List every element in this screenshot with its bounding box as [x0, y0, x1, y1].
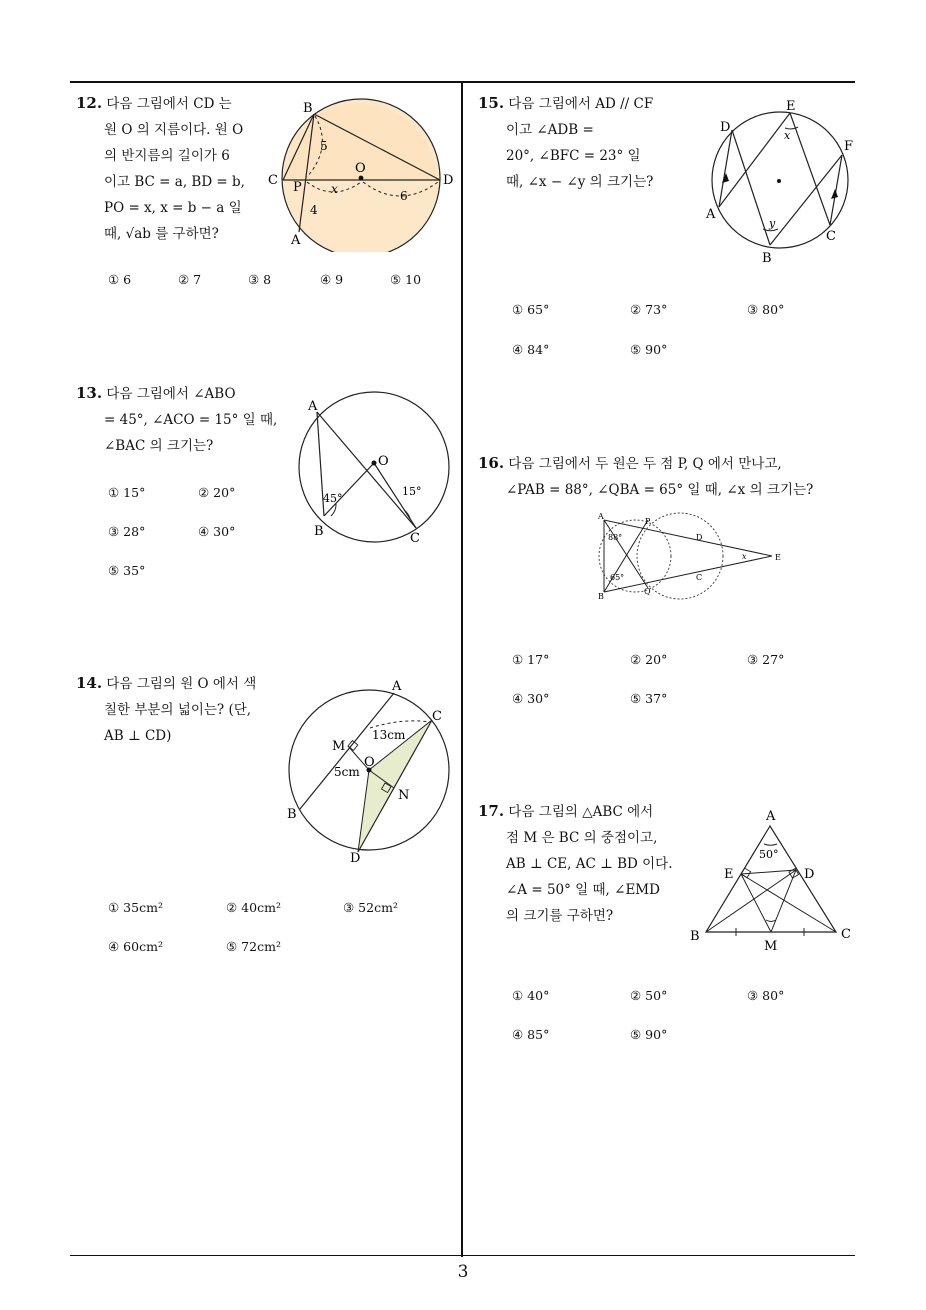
label-c: C	[432, 709, 442, 724]
figure-12	[265, 92, 465, 252]
label-b: B	[303, 101, 313, 116]
label-o: O	[355, 161, 366, 176]
problem-number: 12.	[76, 94, 103, 112]
figure-14	[282, 676, 462, 866]
label-e: E	[775, 553, 781, 562]
label-a: A	[291, 233, 301, 248]
choice-1[interactable]: ① 17°	[512, 652, 550, 667]
choice-1[interactable]: ① 15°	[108, 485, 146, 500]
problem-text: 다음 그림에서 두 원은 두 점 P, Q 에서 만나고,	[508, 456, 782, 472]
problem-text: AB ⊥ CD)	[104, 728, 172, 744]
label-length-4: 4	[310, 203, 318, 217]
label-m: M	[764, 939, 778, 954]
choice-2[interactable]: ② 40cm²	[226, 900, 281, 915]
label-c: C	[826, 229, 836, 244]
problem-text: 이고 ∠ADB =	[506, 122, 594, 138]
label-p: P	[293, 180, 302, 195]
problem-text: 다음 그림에서 CD 는	[106, 96, 232, 112]
problem-text: 다음 그림에서 AD // CF	[508, 96, 654, 112]
choice-2[interactable]: ② 20°	[630, 652, 668, 667]
label-c: C	[268, 173, 278, 188]
choice-3[interactable]: ③ 80°	[747, 302, 785, 317]
label-o: O	[364, 755, 375, 770]
column-divider	[461, 81, 463, 1257]
label-q: Q	[644, 587, 651, 596]
choice-4[interactable]: ④ 30°	[198, 524, 236, 539]
problem-text: 20°, ∠BFC = 23° 일	[506, 148, 641, 164]
label-x: x	[742, 552, 747, 561]
problem-text: 때, ∠x − ∠y 의 크기는?	[506, 174, 654, 190]
problem-text: 원 O 의 지름이다. 원 O	[104, 122, 244, 138]
label-b: B	[598, 592, 604, 601]
choice-3[interactable]: ③ 52cm²	[343, 900, 398, 915]
problem-text: ∠A = 50° 일 때, ∠EMD	[506, 882, 660, 898]
figure-16	[590, 510, 790, 602]
label-angle-88: 88°	[608, 533, 623, 542]
choice-5[interactable]: ⑤ 10	[390, 272, 422, 287]
choice-5[interactable]: ⑤ 90°	[630, 1027, 668, 1042]
problem-text: ∠PAB = 88°, ∠QBA = 65° 일 때, ∠x 의 크기는?	[506, 482, 814, 498]
choice-3[interactable]: ③ 80°	[747, 988, 785, 1003]
choice-1[interactable]: ① 40°	[512, 988, 550, 1003]
label-c: C	[696, 573, 703, 582]
choice-2[interactable]: ② 73°	[630, 302, 668, 317]
problem-text: 의 크기를 구하면?	[506, 908, 614, 924]
problem-text: 칠한 부분의 넓이는? (단,	[104, 702, 252, 718]
label-d: D	[350, 851, 361, 866]
label-length-5: 5	[320, 139, 328, 153]
choice-5[interactable]: ⑤ 35°	[108, 563, 146, 578]
label-n: N	[398, 788, 410, 803]
choice-4[interactable]: ④ 84°	[512, 342, 550, 357]
label-c: C	[841, 927, 851, 942]
label-d: D	[804, 867, 815, 882]
problem-text: 때, √ab 를 구하면?	[104, 226, 219, 242]
choice-4[interactable]: ④ 9	[320, 272, 344, 287]
choice-3[interactable]: ③ 28°	[108, 524, 146, 539]
choice-2[interactable]: ② 20°	[198, 485, 236, 500]
choice-4[interactable]: ④ 85°	[512, 1027, 550, 1042]
problem-text: AB ⊥ CE, AC ⊥ BD 이다.	[506, 856, 673, 872]
figure-17	[686, 806, 856, 956]
label-b: B	[287, 807, 297, 822]
choice-3[interactable]: ③ 27°	[747, 652, 785, 667]
label-y: y	[769, 217, 776, 230]
label-length-6: 6	[400, 189, 408, 203]
figure-15	[702, 95, 862, 265]
choice-1[interactable]: ① 35cm²	[108, 900, 163, 915]
label-a: A	[308, 399, 318, 414]
problem-text: 점 M 은 BC 의 중점이고,	[506, 830, 658, 846]
label-b: B	[314, 524, 324, 539]
problem-17	[478, 798, 688, 929]
label-e: E	[786, 99, 796, 114]
problem-number: 15.	[478, 94, 505, 112]
problem-text: PO = x, x = b − a 일	[104, 200, 242, 216]
label-d: D	[720, 120, 731, 135]
problem-14	[76, 670, 286, 749]
problem-number: 14.	[76, 674, 103, 692]
label-f: F	[844, 139, 854, 154]
label-o: O	[378, 454, 389, 469]
choice-4[interactable]: ④ 30°	[512, 691, 550, 706]
page-number: 3	[457, 1262, 469, 1282]
label-m: M	[332, 739, 346, 754]
label-angle-65: 65°	[610, 573, 625, 582]
label-5cm: 5cm	[334, 765, 360, 779]
choice-2[interactable]: ② 7	[178, 272, 202, 287]
label-a: A	[766, 809, 776, 824]
figure-13	[292, 390, 462, 550]
problem-number: 17.	[478, 802, 505, 820]
choice-5[interactable]: ⑤ 37°	[630, 691, 668, 706]
label-b: B	[690, 929, 700, 944]
problem-text: 다음 그림의 △ABC 에서	[508, 804, 654, 820]
label-b: B	[762, 251, 772, 265]
problem-number: 13.	[76, 384, 103, 402]
problem-text: 다음 그림의 원 O 에서 색	[106, 676, 257, 692]
label-13cm: 13cm	[372, 728, 406, 742]
label-x: x	[784, 129, 791, 142]
choice-2[interactable]: ② 50°	[630, 988, 668, 1003]
label-angle-50: 50°	[759, 848, 779, 861]
label-x: x	[331, 182, 338, 196]
problem-16	[478, 450, 858, 503]
label-angle-15: 15°	[402, 485, 422, 498]
choice-1[interactable]: ① 65°	[512, 302, 550, 317]
problem-12	[76, 90, 276, 247]
choice-5[interactable]: ⑤ 90°	[630, 342, 668, 357]
label-d: D	[443, 173, 454, 188]
choice-4[interactable]: ④ 60cm²	[108, 939, 163, 954]
problem-text: ∠BAC 의 크기는?	[104, 438, 214, 454]
choice-5[interactable]: ⑤ 72cm²	[226, 939, 281, 954]
label-c: C	[410, 531, 420, 546]
label-a: A	[598, 512, 604, 521]
problem-13	[76, 380, 286, 459]
problem-text: 다음 그림에서 ∠ABO	[106, 386, 236, 402]
bottom-rule	[70, 1255, 855, 1256]
problem-number: 16.	[478, 454, 505, 472]
circle-o	[299, 392, 449, 542]
label-a: A	[392, 679, 402, 694]
label-d: D	[696, 533, 703, 542]
problem-15	[478, 90, 698, 195]
label-p: P	[645, 517, 651, 526]
problem-text: 이고 BC = a, BD = b,	[104, 174, 245, 190]
label-a: A	[706, 207, 716, 222]
label-e: E	[724, 867, 734, 882]
problem-text: 의 반지름의 길이가 6	[104, 148, 230, 164]
choice-3[interactable]: ③ 8	[248, 272, 272, 287]
choice-1[interactable]: ① 6	[108, 272, 132, 287]
problem-text: = 45°, ∠ACO = 15° 일 때,	[104, 412, 278, 428]
label-angle-45: 45°	[323, 492, 343, 505]
